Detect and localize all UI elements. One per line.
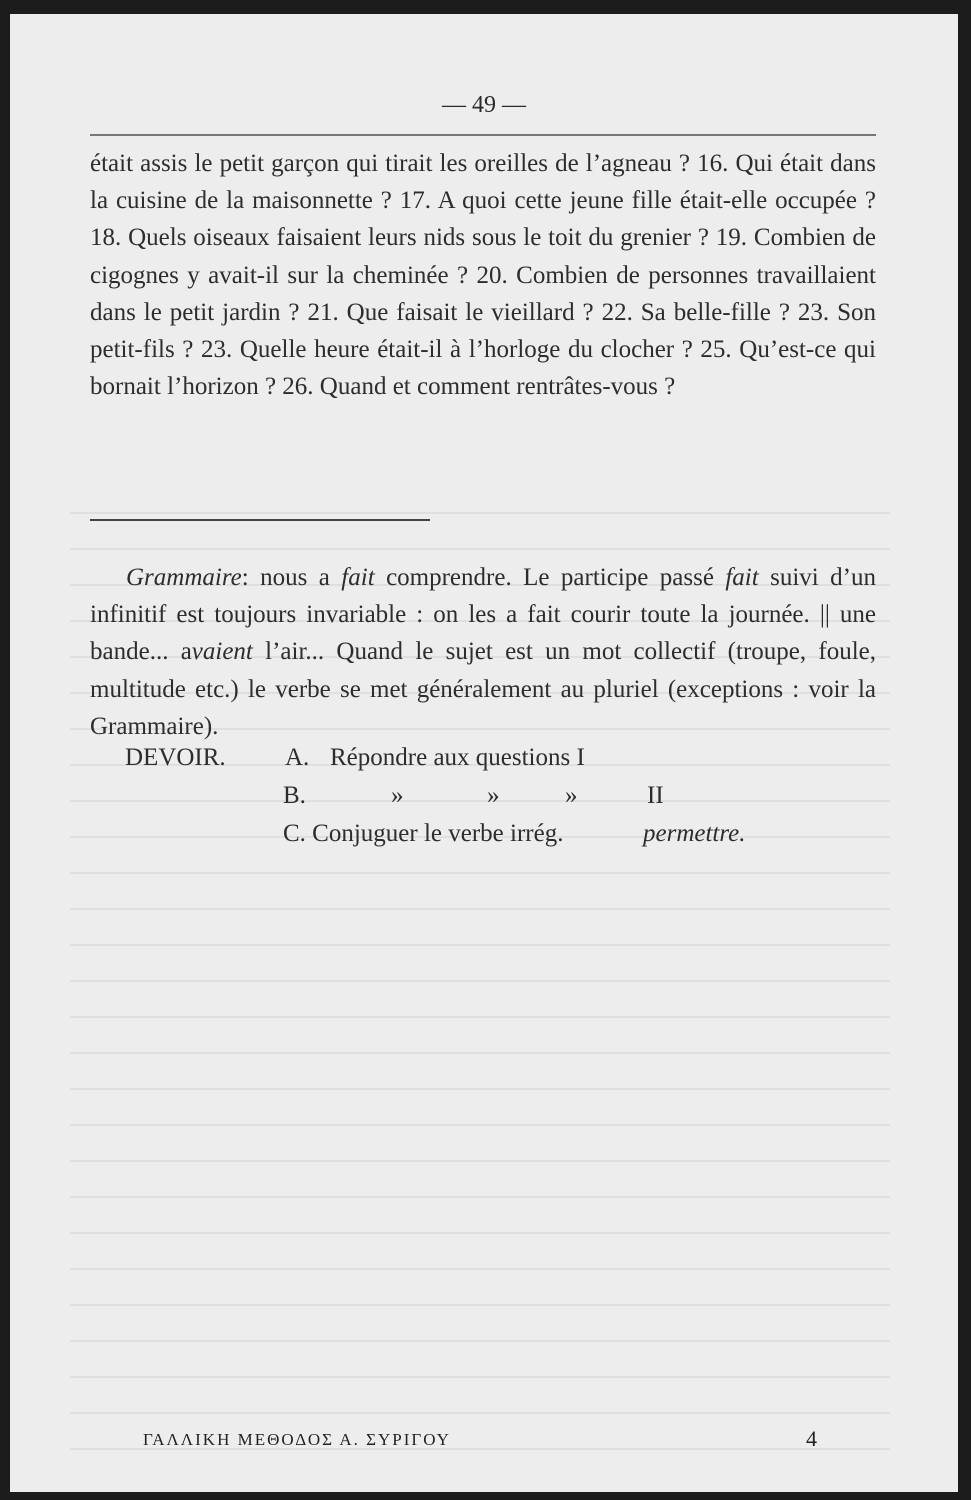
signature-number: 4: [806, 1426, 817, 1451]
page: [10, 14, 958, 1492]
header-rule: [90, 134, 876, 136]
devoir-b-label: B.: [283, 782, 306, 809]
devoir-block: [125, 744, 785, 864]
grammar-paragraph: Grammaire: nous a fait comprendre. Le participe passé fait suivi d’un infinitif est toujours invariable : on les a fait courir toute la journée. || une bande... avaient l’air... Quand le sujet est un mot collectif (troupe, foule, multitude etc.) le verbe se met généralement au pluriel (exceptions : voir la Grammaire).: [90, 564, 876, 740]
ditto-mark: »: [565, 782, 578, 809]
page-number: — 49 —: [442, 92, 526, 118]
section-rule: [90, 519, 430, 521]
devoir-label: DEVOIR.: [125, 744, 226, 771]
devoir-a-text: Répondre aux questions I: [330, 744, 585, 771]
footer-title: ΓΑΛΛΙΚΗ ΜΕΘΟΔΟΣ Α. ΣΥΡΙΓΟΥ: [143, 1430, 451, 1449]
devoir-b-number: II: [647, 782, 664, 809]
ditto-mark: »: [391, 782, 404, 809]
grammar-label: Grammaire: [126, 564, 242, 591]
questions-paragraph: était assis le petit garçon qui tirait les oreilles de l’agneau ? 16. Qui était dans la cuisine de la maisonnette ? 17. A quoi cette jeune fille était-elle occupée ? 18. Quels oiseaux faisaient leurs nids sous le toit du grenier ? 19. Combien de cigognes y avait-il sur la cheminée ? 20. Combien de personnes travaillaient dans le petit jardin ? 21. Que faisait le vieillard ? 22. Sa belle-fille ? 23. Son petit-fils ? 23. Quelle heure était-il à l’horloge du clocher ? 25. Qu’est-ce qui bornait l’horizon ? 26. Quand et comment rentrâtes-vous ?: [90, 150, 876, 401]
devoir-c-verb: permettre.: [643, 820, 746, 847]
devoir-a-label: A.: [285, 744, 310, 771]
devoir-c-text: C. Conjuguer le verbe irrég.: [283, 820, 564, 847]
ditto-mark: »: [487, 782, 500, 809]
